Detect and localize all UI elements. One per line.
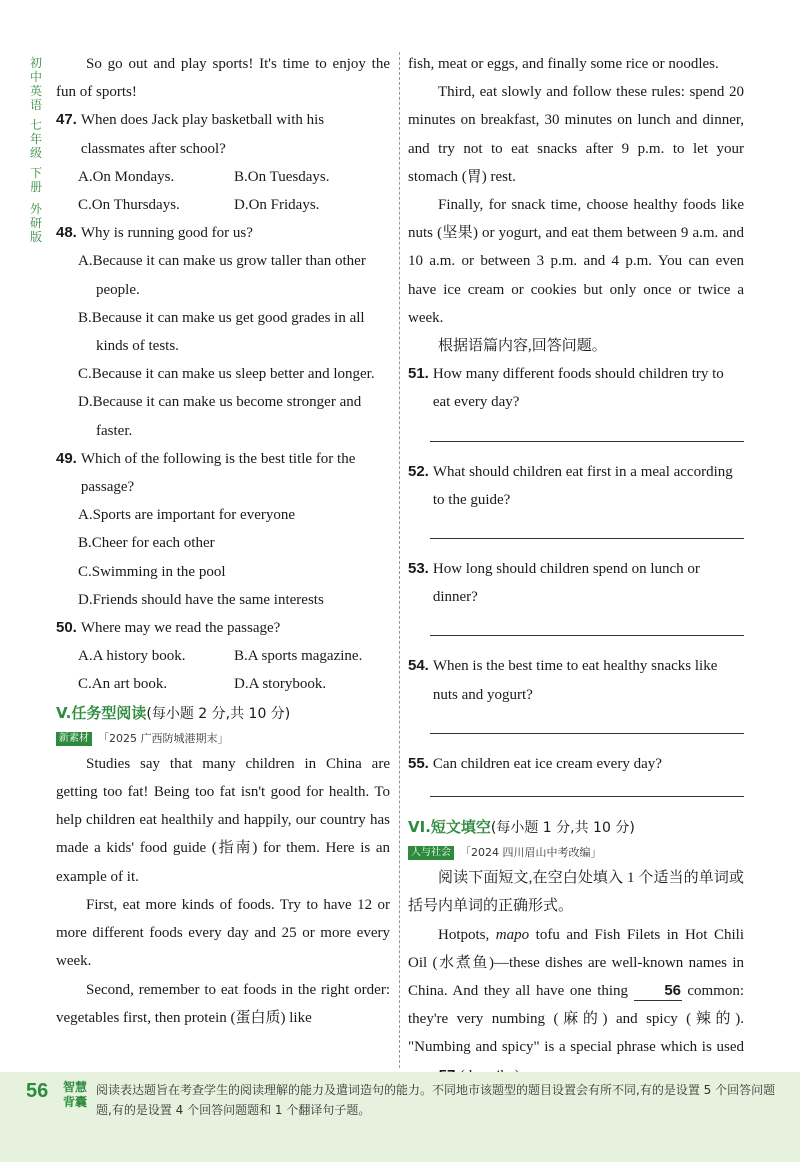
side-label-subject: 初中英语 (29, 56, 42, 112)
option-b: B.Cheer for each other (78, 535, 215, 552)
question-51 (408, 360, 744, 441)
passage-paragraph: Third, eat slowly and follow these rules: spend 20 minutes on breakfast, 30 minutes on lunch and dinner, and try not to eat snacks after 9 p.m. to let your stomach (胃) rest. (408, 84, 744, 185)
source-text: 「2024 四川眉山中考改编」 (460, 846, 602, 860)
source-text: 「2025 广西防城港期末」 (98, 731, 229, 745)
section-v-subtitle: (每小题 2 分,共 10 分) (146, 705, 291, 722)
question-49 (56, 445, 390, 614)
question-number: 48. (56, 224, 77, 242)
section-vi-subtitle: (每小题 1 分,共 10 分) (490, 820, 635, 837)
question-text: When does Jack play basketball with his classmates after school? (80, 112, 325, 157)
option-b: B.Because it can make us get good grades in all kinds of tests. (78, 309, 365, 355)
question-54 (408, 652, 744, 733)
option-a: A.Sports are important for everyone (78, 507, 296, 524)
answer-line[interactable] (430, 526, 744, 539)
blank-56[interactable]: 56 (634, 982, 682, 1001)
question-47 (56, 106, 390, 219)
option-b: B.A sports magazine. (234, 648, 363, 665)
option-b: B.On Tuesdays. (234, 168, 330, 185)
question-number: 47. (56, 111, 77, 129)
section-vi-title: VI.短文填空 (408, 818, 491, 837)
intro-text: So go out and play sports! It's time to enjoy the fun of sports! (56, 56, 390, 101)
right-column (408, 50, 744, 1090)
side-label-edition: 外研版 (29, 202, 42, 244)
question-number: 53. (408, 560, 429, 578)
question-text: What should children eat first in a meal according to the guide? (432, 463, 733, 508)
option-d: D.On Fridays. (234, 197, 320, 214)
left-column (56, 50, 390, 1032)
answer-line[interactable] (430, 623, 744, 636)
cloze-passage: Hotpots, mapo tofu and Fish Filets in Hot Chili Oil (水煮鱼)—these dishes are well-known names in China. And they all have one thing 56 common: they're very numbing (麻的) and spicy (辣的). "Numbing and spicy" is a special phrase which is used (408, 921, 744, 1090)
question-number: 49. (56, 449, 77, 467)
question-text: Where may we read the passage? (80, 620, 281, 637)
section-v-header (56, 699, 390, 728)
column-divider (399, 52, 400, 1068)
question-number: 51. (408, 365, 429, 383)
option-c: C.On Thursdays. (78, 197, 180, 214)
passage-paragraph: First, eat more kinds of foods. Try to have 12 or more different foods every day and 25 or more every week. (56, 896, 390, 970)
passage-continuation: fish, meat or eggs, and finally some rice or noodles. (408, 56, 719, 72)
question-text: Can children eat ice cream every day? (432, 755, 662, 772)
question-text: Which of the following is the best title for the passage? (80, 450, 356, 496)
question-52 (408, 458, 744, 539)
option-a: A.On Mondays. (78, 168, 175, 185)
question-53 (408, 555, 744, 636)
section-v-title: V.任务型阅读 (56, 703, 147, 722)
question-number: 52. (408, 462, 429, 480)
passage-paragraph: Finally, for snack time, choose healthy foods like nuts (坚果) or yogurt, and eat them between 9 a.m. and 10 a.m. or between 3 p.m. and 4 p.m. You can even have ice cream or cookies but only once or twice a week. (408, 197, 744, 326)
option-d: D.Because it can make us become stronger and faster. (78, 394, 362, 439)
tip-text: 阅读表达题旨在考查学生的阅读理解的能力及遣词造句的能力。不同地市该题型的题目设置会有所不同,有的是设置 5 个回答问题题,有的是设置 4 个回答问题题和 1 个翻译句子题。 (96, 1083, 776, 1117)
question-number: 50. (56, 619, 77, 637)
question-55 (408, 750, 744, 797)
question-50 (56, 614, 390, 699)
section-vi-source (408, 842, 744, 864)
option-d: D.Friends should have the same interests (78, 591, 324, 608)
option-c: C.Swimming in the pool (78, 563, 226, 580)
answer-line[interactable] (430, 429, 744, 442)
tip-label: 智慧背囊 (62, 1080, 87, 1109)
page-number: 56 (26, 1080, 49, 1102)
question-text: When is the best time to eat healthy snacks like nuts and yogurt? (432, 658, 718, 703)
question-number: 54. (408, 657, 429, 675)
option-d: D.A storybook. (234, 676, 327, 693)
question-48 (56, 219, 390, 445)
section-vi-header (408, 813, 744, 842)
question-text: Why is running good for us? (80, 225, 253, 242)
answer-line[interactable] (430, 784, 744, 797)
option-c: C.An art book. (78, 676, 168, 693)
question-text: How long should children spend on lunch or dinner? (432, 561, 700, 606)
task-instruction: 根据语篇内容,回答问题。 (438, 338, 607, 355)
answer-line[interactable] (430, 721, 744, 734)
question-text: How many different foods should children try to eat every day? (432, 366, 724, 411)
section-v-source (56, 728, 390, 750)
cloze-instruction: 阅读下面短文,在空白处填入 1 个适当的单词或括号内单词的正确形式。 (408, 870, 744, 915)
option-a: A.A history book. (78, 648, 186, 665)
passage-paragraph: Studies say that many children in China are getting too fat! Being too fat isn't good for health. To help children eat healthily and happily, our country has made a kids' food guide (指南) for them. Here is an example of it. (56, 755, 390, 885)
side-label-grade: 七年级 (29, 118, 42, 160)
option-c: C.Because it can make us sleep better and longer. (78, 366, 375, 383)
new-material-badge: 新素材 (56, 732, 92, 746)
side-label-volume: 下册 (29, 166, 42, 194)
option-a: A.Because it can make us grow taller than other people. (78, 253, 366, 298)
question-number: 55. (408, 754, 429, 772)
passage-paragraph: Second, remember to eat foods in the right order: vegetables first, then protein (蛋白质) like (56, 981, 390, 1026)
category-badge: 人与社会 (408, 846, 454, 860)
